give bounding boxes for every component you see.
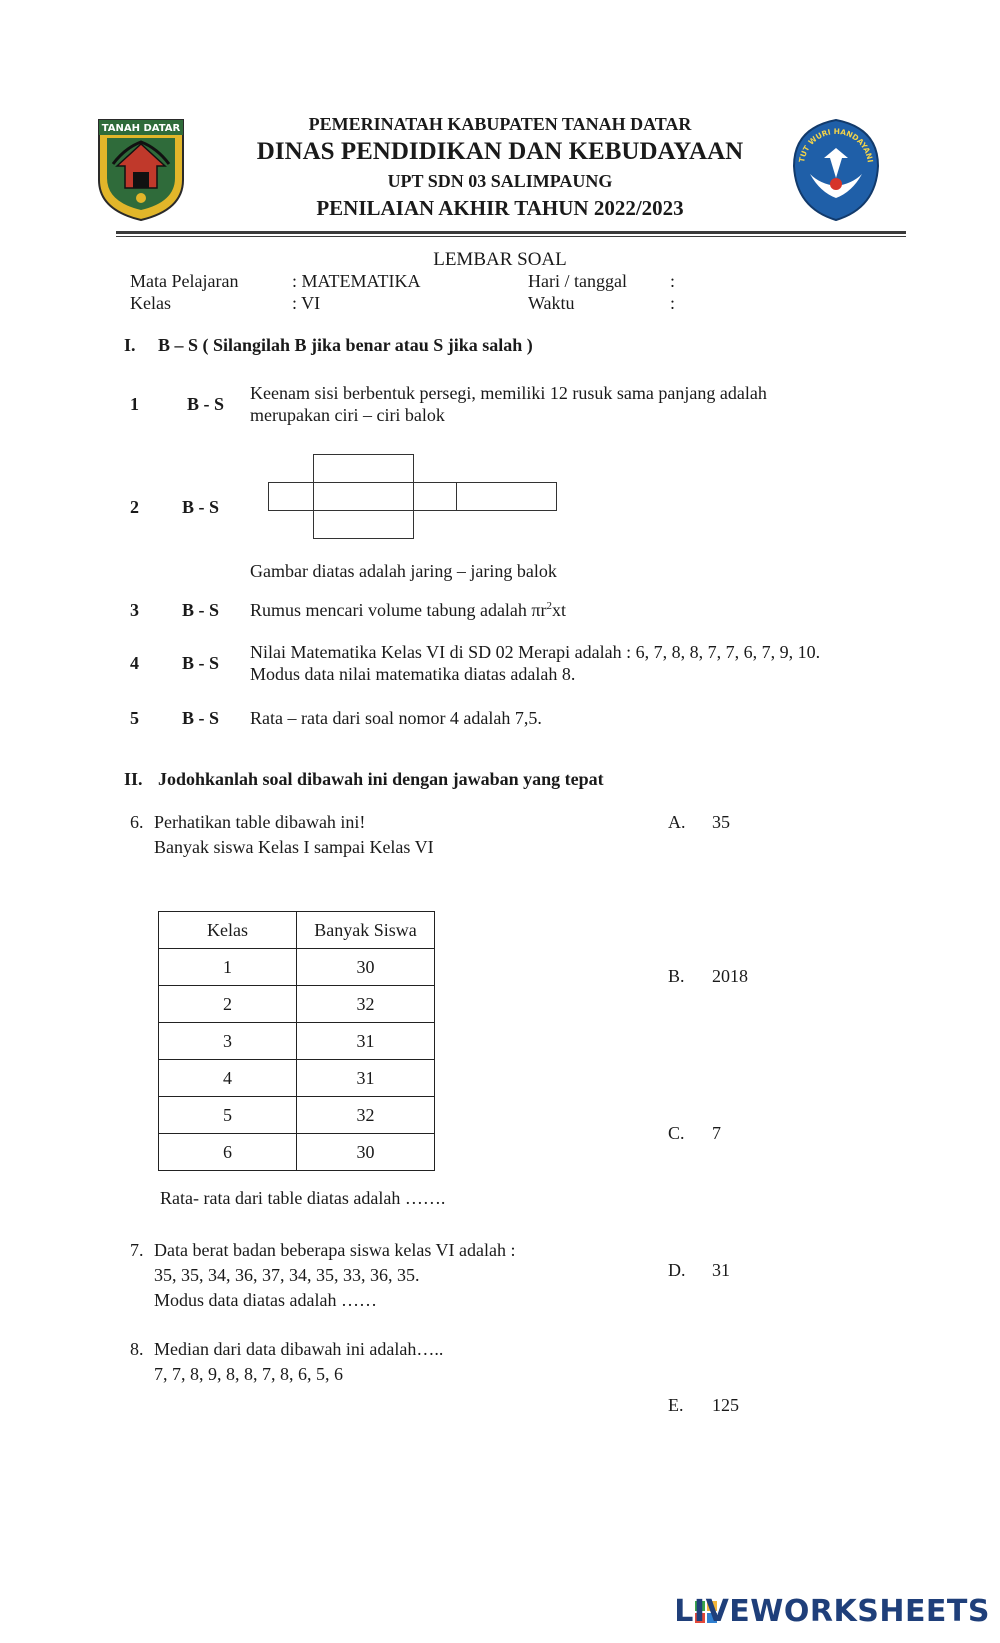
sheet-title: LEMBAR SOAL	[433, 249, 567, 270]
section-1-title: B – S ( Silangilah B jika benar atau S jika salah )	[158, 335, 533, 355]
table-header-kelas: Kelas	[159, 912, 297, 949]
header-divider	[116, 231, 906, 234]
q1-text-line-2: merupakan ciri – ciri balok	[250, 405, 445, 425]
day-value: :	[670, 271, 676, 291]
q3-number: 3	[130, 600, 139, 620]
q1-text-line-1: Keenam sisi berbentuk persegi, memiliki 12 rusuk sama panjang adalah	[250, 383, 767, 403]
logo-right-label: TUT WURI HANDAYANI	[797, 126, 875, 164]
q5-text: Rata – rata dari soal nomor 4 adalah 7,5.	[250, 708, 542, 728]
table-header-banyak-siswa: Banyak Siswa	[297, 912, 435, 949]
time-label: Waktu	[528, 293, 575, 313]
table-row	[159, 1023, 435, 1060]
answer-a-letter: A.	[668, 812, 686, 832]
cuboid-net-diagram	[268, 454, 558, 540]
table-cell: 32	[297, 1097, 435, 1134]
liveworksheets-watermark: LIVEWORKSHEETS	[674, 1594, 990, 1629]
time-value: :	[670, 293, 676, 313]
header-line-2: DINAS PENDIDIKAN DAN KEBUDAYAAN	[256, 138, 744, 165]
q8-text-line-1: Median dari data dibawah ini adalah…..	[154, 1339, 444, 1359]
answer-c-value[interactable]: 7	[712, 1123, 721, 1143]
table-cell: 31	[297, 1060, 435, 1097]
table-cell: 2	[159, 986, 297, 1023]
table-cell: 31	[297, 1023, 435, 1060]
table-header-row	[159, 912, 435, 949]
table-cell: 30	[297, 949, 435, 986]
answer-c-letter: C.	[668, 1123, 685, 1143]
q4-text-line-1: Nilai Matematika Kelas VI di SD 02 Merapi adalah : 6, 7, 8, 8, 7, 7, 6, 7, 9, 10.	[250, 642, 821, 662]
student-count-table	[158, 911, 435, 1171]
q4-bs[interactable]: B - S	[182, 653, 220, 673]
q8-text-line-2: 7, 7, 8, 9, 8, 8, 7, 8, 6, 5, 6	[154, 1364, 343, 1384]
table-cell: 1	[159, 949, 297, 986]
header-divider-thin	[116, 236, 906, 237]
logo-left-label: TANAH DATAR	[101, 123, 181, 134]
q7-text-line-3: Modus data diatas adalah ……	[154, 1290, 377, 1310]
q5-number: 5	[130, 708, 139, 728]
table-row	[159, 1134, 435, 1171]
answer-d-value[interactable]: 31	[712, 1260, 730, 1280]
header-line-4: PENILAIAN AKHIR TAHUN 2022/2023	[316, 196, 684, 220]
q2-number: 2	[130, 497, 139, 517]
table-row	[159, 949, 435, 986]
table-cell: 30	[297, 1134, 435, 1171]
table-row	[159, 1097, 435, 1134]
answer-e-value[interactable]: 125	[712, 1395, 739, 1415]
table-row	[159, 986, 435, 1023]
section-1-number: I.	[124, 335, 136, 355]
q6-text-line-2: Banyak siswa Kelas I sampai Kelas VI	[154, 837, 434, 857]
q2-text: Gambar diatas adalah jaring – jaring balok	[250, 561, 557, 581]
answer-b-letter: B.	[668, 966, 685, 986]
section-2-title: Jodohkanlah soal dibawah ini dengan jawaban yang tepat	[158, 769, 604, 789]
day-label: Hari / tanggal	[528, 271, 627, 291]
tut-wuri-handayani-logo	[790, 118, 882, 222]
q3-text: Rumus mencari volume tabung adalah $\pi r^2xt$	[250, 600, 567, 620]
table-cell: 4	[159, 1060, 297, 1097]
q6-footer: Rata- rata dari table diatas adalah …….	[160, 1188, 446, 1208]
q7-text-line-2: 35, 35, 34, 36, 37, 34, 35, 33, 36, 35.	[154, 1265, 420, 1285]
header-line-3: UPT SDN 03 SALIMPAUNG	[387, 171, 613, 191]
q3-bs[interactable]: B - S	[182, 600, 220, 620]
q4-number: 4	[130, 653, 139, 673]
q6-text-line-1: Perhatikan table dibawah ini!	[154, 812, 366, 832]
answer-a-value[interactable]: 35	[712, 812, 730, 832]
q1-number: 1	[130, 394, 139, 414]
table-cell: 3	[159, 1023, 297, 1060]
q7-text-line-1: Data berat badan beberapa siswa kelas VI adalah :	[154, 1240, 516, 1260]
subject-label: Mata Pelajaran	[130, 271, 239, 291]
table-cell: 5	[159, 1097, 297, 1134]
answer-b-value[interactable]: 2018	[712, 966, 748, 986]
q8-number: 8.	[130, 1339, 144, 1359]
q7-number: 7.	[130, 1240, 144, 1260]
class-value: : VI	[292, 293, 321, 313]
table-cell: 32	[297, 986, 435, 1023]
section-2-number: II.	[124, 769, 143, 789]
answer-d-letter: D.	[668, 1260, 686, 1280]
q4-text-line-2: Modus data nilai matematika diatas adalah 8.	[250, 664, 576, 684]
table-cell: 6	[159, 1134, 297, 1171]
q1-bs[interactable]: B - S	[187, 394, 225, 414]
answer-e-letter: E.	[668, 1395, 684, 1415]
q5-bs[interactable]: B - S	[182, 708, 220, 728]
header-line-1: PEMERINATAH KABUPATEN TANAH DATAR	[308, 114, 692, 134]
tanah-datar-logo	[95, 118, 187, 222]
q2-bs[interactable]: B - S	[182, 497, 220, 517]
q6-number: 6.	[130, 812, 144, 832]
class-label: Kelas	[130, 293, 171, 313]
table-row	[159, 1060, 435, 1097]
subject-value: : MATEMATIKA	[292, 271, 421, 291]
